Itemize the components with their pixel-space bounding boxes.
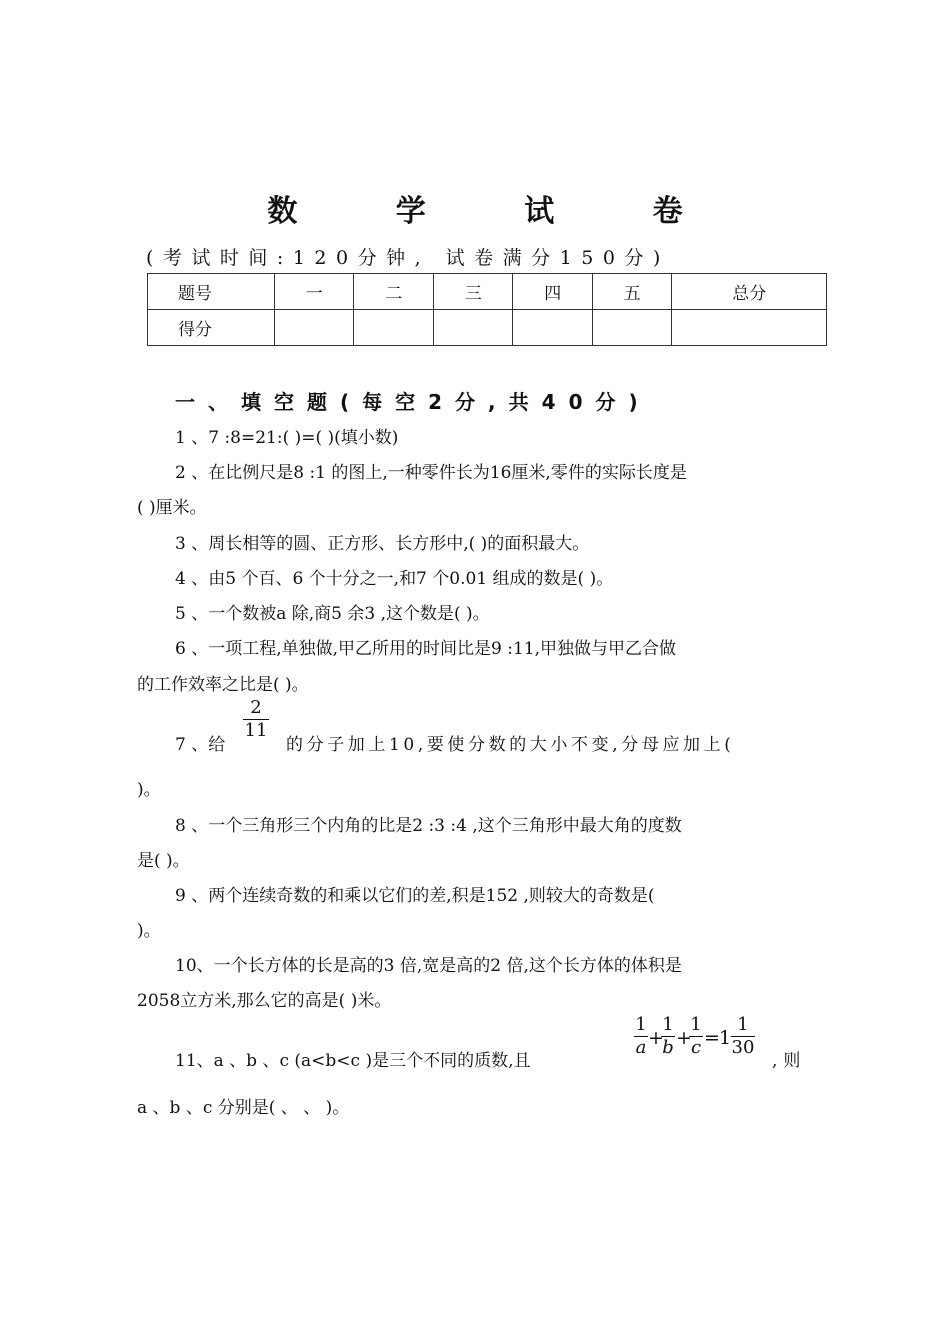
equals-sign: = xyxy=(704,1027,720,1049)
score-cell[interactable] xyxy=(592,310,671,346)
score-cell[interactable] xyxy=(672,310,827,346)
fraction-numerator: 2 xyxy=(250,697,262,718)
page-title: 数 学 试 卷 xyxy=(267,194,727,229)
fraction-denominator: a xyxy=(635,1037,647,1058)
question-7-prefix: 7 、给 xyxy=(175,735,226,755)
question-1: 1 、7 :8=21:( )=( )(填小数) xyxy=(175,428,399,448)
fraction-denominator: c xyxy=(690,1037,702,1058)
score-table-header-cell: 二 xyxy=(354,274,433,310)
fraction-2-11 xyxy=(243,699,269,740)
score-cell[interactable] xyxy=(433,310,512,346)
question-9-line-1: 9 、两个连续奇数的和乘以它们的差,积是152 ,则较大的奇数是( xyxy=(175,886,655,906)
score-row-label: 得分 xyxy=(148,310,275,346)
question-3: 3 、周长相等的圆、正方形、长方形中,( )的面积最大。 xyxy=(175,534,590,554)
question-7-suffix: 的分子加上10,要使分数的大小不变,分母应加上( xyxy=(286,735,735,755)
fraction-denominator: 11 xyxy=(244,720,268,741)
whole-number: 1 xyxy=(719,1027,732,1049)
question-8-line-1: 8 、一个三角形三个内角的比是2 :3 :4 ,这个三角形中最大角的度数 xyxy=(175,816,682,836)
question-2-line-1: 2 、在比例尺是8 :1 的图上,一种零件长为16厘米,零件的实际长度是 xyxy=(175,463,687,483)
fraction-numerator: 1 xyxy=(635,1014,647,1035)
plus-sign: + xyxy=(648,1027,664,1049)
score-table-header-row xyxy=(148,274,827,310)
fraction-numerator: 1 xyxy=(737,1014,749,1035)
question-9-line-2: )。 xyxy=(137,921,161,941)
section-heading: 一、填空题(每空2分,共40分) xyxy=(175,390,651,414)
score-cell[interactable] xyxy=(513,310,592,346)
exam-subtitle: (考试时间:120分钟, 试卷满分150分) xyxy=(146,247,670,269)
fraction-denominator: 30 xyxy=(731,1037,755,1058)
question-6-line-1: 6 、一项工程,单独做,甲乙所用的时间比是9 :11,甲独做与甲乙合做 xyxy=(175,639,677,659)
score-table-header-cell: 总分 xyxy=(672,274,827,310)
fraction-1-30 xyxy=(731,1016,755,1057)
fraction-1-b xyxy=(661,1016,675,1057)
question-11-line-2: a 、b 、c 分别是( 、 、 )。 xyxy=(137,1098,350,1118)
question-10-line-1: 10、一个长方体的长是高的3 倍,宽是高的2 倍,这个长方体的体积是 xyxy=(175,956,682,976)
question-8-line-2: 是( )。 xyxy=(137,851,190,871)
score-table-score-row xyxy=(148,310,827,346)
fraction-numerator: 1 xyxy=(690,1014,702,1035)
score-table-header-cell: 四 xyxy=(513,274,592,310)
question-5: 5 、一个数被a 除,商5 余3 ,这个数是( )。 xyxy=(175,604,490,624)
question-4: 4 、由5 个百、6 个十分之一,和7 个0.01 组成的数是( )。 xyxy=(175,569,614,589)
question-10-line-2: 2058立方米,那么它的高是( )米。 xyxy=(137,991,392,1011)
fraction-denominator: b xyxy=(662,1037,674,1058)
score-cell[interactable] xyxy=(275,310,354,346)
plus-sign: + xyxy=(676,1027,692,1049)
score-cell[interactable] xyxy=(354,310,433,346)
fraction-numerator: 1 xyxy=(662,1014,674,1035)
question-2-line-2: ( )厘米。 xyxy=(137,498,207,518)
question-6-line-2: 的工作效率之比是( )。 xyxy=(137,675,309,695)
fraction-1-c xyxy=(689,1016,703,1057)
score-table-header-cell: 五 xyxy=(592,274,671,310)
question-11-suffix: ,则 xyxy=(772,1051,807,1071)
score-table xyxy=(147,273,827,346)
score-table-header-cell: 一 xyxy=(275,274,354,310)
question-11-prefix: 11、a 、b 、c (a<b<c )是三个不同的质数,且 xyxy=(175,1051,531,1071)
fraction-1-a xyxy=(634,1016,648,1057)
score-table-header-cell: 题号 xyxy=(148,274,275,310)
question-7-line-2: )。 xyxy=(137,780,161,800)
score-table-header-cell: 三 xyxy=(433,274,512,310)
